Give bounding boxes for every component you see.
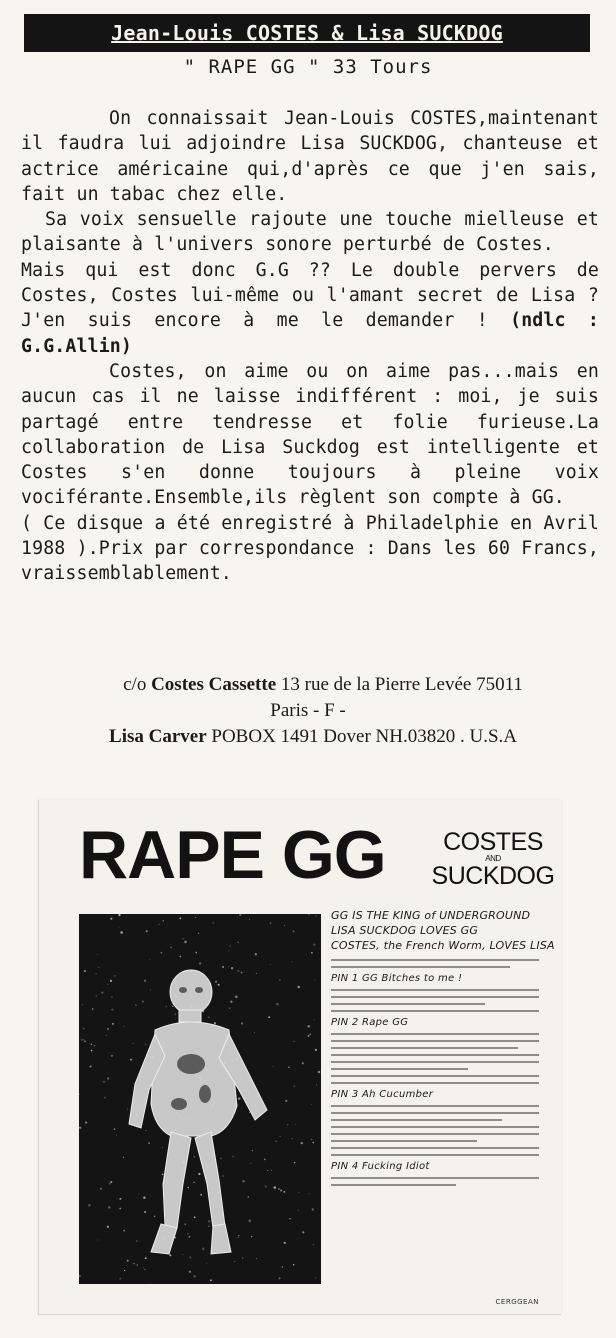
review-paragraph-1: On connaissait Jean-Louis COSTES,maintenant il faudra lui adjoindre Lisa SUCKDOG, chanteuse et actrice américaine qui,d'après ce que j'en sais, fait un tabac chez elle. [21, 108, 599, 205]
address-line-1 [0, 672, 616, 698]
article-title: Jean-Louis COSTES & Lisa SUCKDOG [111, 21, 503, 45]
artist-costes: COSTES [443, 828, 543, 856]
scrawl-line [331, 1119, 502, 1121]
label-lisa-carver: Lisa Carver [109, 726, 207, 747]
hand-line-2: LISA SUCKDOG LOVES GG [331, 924, 479, 937]
record-artists [431, 830, 555, 888]
address-co: c/o [123, 674, 147, 695]
article-subtitle: " RAPE GG " 33 Tours [183, 56, 433, 78]
track-3: PIN 3 Ah Cucumber [331, 1089, 434, 1100]
cover-photo [79, 914, 321, 1284]
contact-address [0, 672, 616, 750]
scrawl-line [331, 1054, 539, 1056]
scrawl-line [331, 1068, 468, 1070]
scrawl-line [331, 1154, 539, 1156]
artist-suckdog: SUCKDOG [431, 862, 555, 890]
scrawl-line [331, 959, 539, 961]
scrawl-line [331, 1082, 539, 1084]
scrawl-line [331, 966, 510, 968]
review-paragraph-3 [21, 258, 599, 359]
article-header [24, 14, 590, 52]
scrawl-line [331, 1133, 539, 1135]
scrawl-line [331, 1075, 539, 1077]
scrawl-line [331, 1033, 539, 1035]
scrawl-line [331, 1047, 518, 1049]
scrawl-line [331, 1061, 539, 1063]
scrawl-line [331, 1177, 539, 1179]
scrawl-line [331, 1105, 539, 1107]
editor-note: (ndlc : G.G.Allin) [21, 310, 599, 357]
scrawl-line [331, 1010, 539, 1012]
scrawl-line [331, 989, 539, 991]
scrawl-block [331, 959, 539, 1186]
label-costes-cassette: Costes Cassette [151, 674, 277, 695]
review-paragraph-5: ( Ce disque a été enregistré à Philadelphie en Avril 1988 ).Prix par correspondance : Dans les 60 Francs, vraissemblablement. [21, 512, 599, 585]
address-pobox: POBOX 1491 Dover NH.03820 . U.S.A [211, 726, 517, 747]
review-paragraph-2: Sa voix sensuelle rajoute une touche mielleuse et plaisante à l'univers sonore perturbé de Costes. [21, 209, 599, 256]
scrawl-line [331, 1003, 485, 1005]
record-cover [38, 800, 561, 1315]
scrawl-line [331, 996, 539, 998]
scrawl-line [331, 1040, 539, 1042]
review-text [21, 106, 599, 587]
record-title: RAPE GG [79, 817, 386, 893]
address-city: Paris - F - [270, 700, 346, 721]
artist-signature: CERGGEAN [495, 1298, 539, 1306]
hand-line-1: GG IS THE KING of UNDERGROUND [331, 909, 531, 922]
scrawl-line [331, 1184, 456, 1186]
figure-image [79, 914, 321, 1284]
scrawl-line [331, 1147, 539, 1149]
track-4: PIN 4 Fucking Idiot [331, 1161, 430, 1172]
hand-line-3: COSTES, the French Worm, LOVES LISA [331, 939, 555, 952]
track-1: PIN 1 GG Bitches to me ! [331, 973, 463, 984]
scrawl-line [331, 1126, 539, 1128]
handwritten-notes [331, 908, 555, 1191]
review-paragraph-4: Costes, on aime ou on aime pas...mais en aucun cas il ne laisse indifférent : moi, je suis partagé entre tendresse et folie furieuse.La collaboration de Lisa Suckdog est intelligente et Costes s'en donne toujours à pleine voix vociférante.Ensemble,ils règlent son compte à GG. [21, 360, 599, 509]
address-street: 13 rue de la Pierre Levée 75011 [280, 674, 523, 695]
scrawl-line [331, 1112, 539, 1114]
address-line-3 [0, 724, 616, 750]
artist-and: AND [485, 854, 501, 863]
scrawl-line [331, 1140, 477, 1142]
review-paragraph-3-text: Mais qui est donc G.G ?? Le double pervers de Costes, Costes lui-même ou l'amant secret de Lisa ? J'en suis encore à me le demander ! [21, 259, 599, 332]
track-2: PIN 2 Rape GG [331, 1017, 409, 1028]
